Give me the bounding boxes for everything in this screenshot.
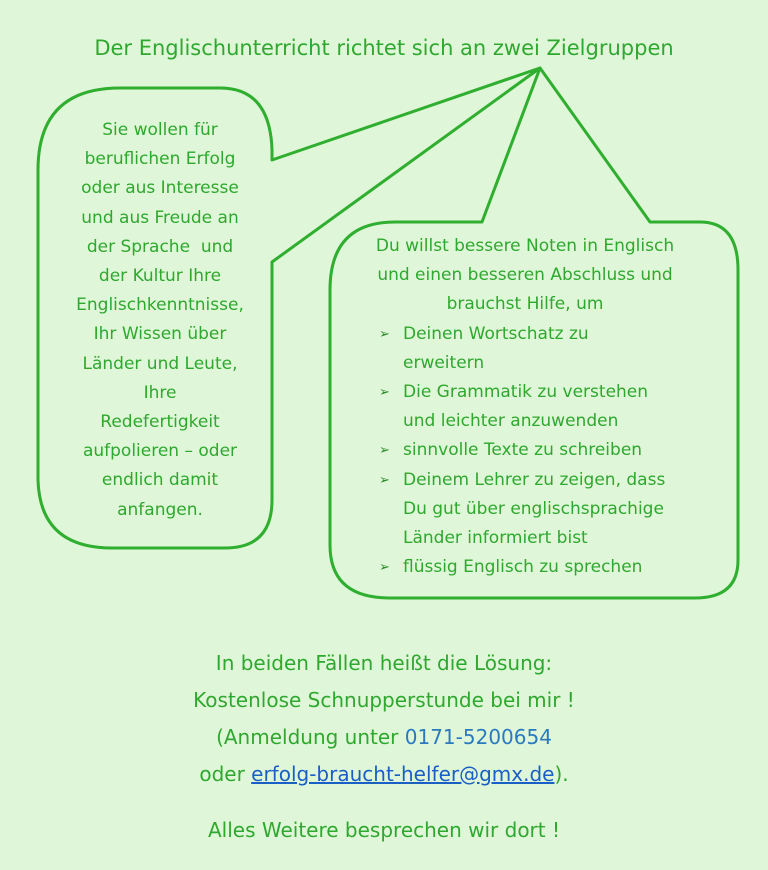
list-item-line: flüssig Englisch zu sprechen xyxy=(403,557,643,578)
phone-number[interactable]: 0171-5200654 xyxy=(404,725,552,749)
list-item-line: und leichter anzuwenden xyxy=(403,411,619,432)
list-item xyxy=(379,553,715,582)
email-link[interactable]: erfolg-braucht-helfer@gmx.de xyxy=(251,762,555,786)
left-bubble-line: Redefertigkeit xyxy=(100,412,220,433)
left-bubble-text xyxy=(50,116,270,525)
list-item-line: sinnvolle Texte zu schreiben xyxy=(403,440,643,461)
right-bubble-intro xyxy=(335,232,715,320)
list-item xyxy=(379,320,715,378)
left-bubble-line: aufpolieren – oder xyxy=(82,441,238,462)
left-bubble-line: und aus Freude an xyxy=(81,207,239,228)
list-item-line: Deinen Wortschatz zu xyxy=(403,323,589,344)
right-bubble-text xyxy=(335,232,715,582)
arrowhead-bullet-icon: ➢ xyxy=(379,443,390,459)
list-item xyxy=(379,466,715,554)
list-item-line: Die Grammatik zu verstehen xyxy=(403,382,649,403)
arrowhead-bullet-icon: ➢ xyxy=(379,472,390,488)
list-item xyxy=(379,378,715,436)
list-item-line: erweitern xyxy=(403,352,485,373)
intro-line: brauchst Hilfe, um xyxy=(446,294,604,315)
arrowhead-bullet-icon: ➢ xyxy=(379,385,390,401)
closing-text: Alles Weitere besprechen wir dort ! xyxy=(207,818,560,842)
goals-list xyxy=(335,320,715,583)
list-item-line: Länder informiert bist xyxy=(403,528,588,549)
list-item xyxy=(379,436,715,465)
email-prefix: oder xyxy=(199,762,252,786)
left-bubble-line: der Sprache und xyxy=(86,236,234,257)
list-item-line: Deinem Lehrer zu zeigen, dass xyxy=(403,469,666,490)
left-bubble-line: Ihr Wissen über xyxy=(93,324,227,345)
registration-prefix: (Anmeldung unter xyxy=(216,725,405,749)
email-suffix: ). xyxy=(554,762,569,786)
left-bubble-line: Länder und Leute, xyxy=(82,353,238,374)
left-bubble-line: anfangen. xyxy=(117,499,203,520)
left-bubble-line: endlich damit xyxy=(101,470,219,491)
intro-line: und einen besseren Abschluss und xyxy=(377,265,673,286)
arrowhead-bullet-icon: ➢ xyxy=(379,326,390,342)
arrowhead-bullet-icon: ➢ xyxy=(379,560,390,576)
intro-line: Du willst bessere Noten in Englisch xyxy=(375,236,675,256)
left-bubble-line: Englischkenntnisse, xyxy=(76,295,244,316)
email-line xyxy=(0,756,768,793)
left-bubble-line: Ihre xyxy=(143,382,177,403)
left-bubble-line: Sie wollen für xyxy=(102,120,218,140)
solution-block xyxy=(0,645,768,793)
offer-text: Kostenlose Schnupperstunde bei mir ! xyxy=(193,688,575,712)
solution-heading: In beiden Fällen heißt die Lösung: xyxy=(215,651,553,675)
left-bubble-line: beruflichen Erfolg xyxy=(84,149,236,170)
registration-line xyxy=(0,719,768,756)
left-bubble-line: oder aus Interesse xyxy=(81,178,239,199)
page-title: Der Englischunterricht richtet sich an zwei Zielgruppen xyxy=(94,36,674,60)
left-bubble-line: der Kultur Ihre xyxy=(98,266,222,287)
list-item-line: Du gut über englischsprachige xyxy=(403,498,664,519)
